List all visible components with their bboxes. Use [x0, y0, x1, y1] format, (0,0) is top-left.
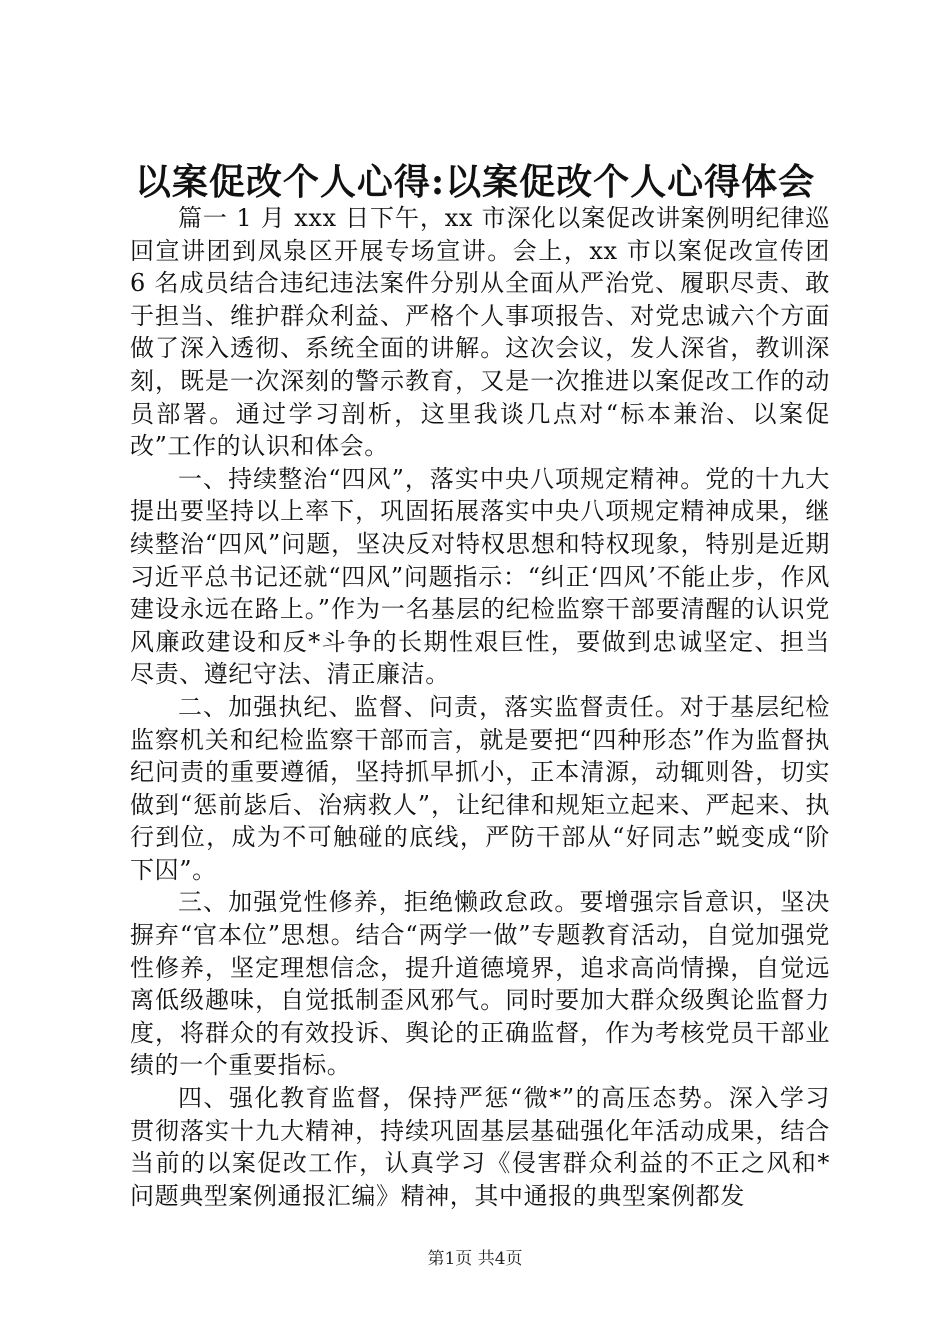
document-body	[130, 202, 830, 1212]
document-title: 以案促改个人心得:以案促改个人心得体会	[134, 161, 816, 203]
paragraph-point-1: 一、持续整治“四风”，落实中央八项规定精神。党的十九大提出要坚持以上率下，巩固拓展落实中央八项规定精神成果，继续整治“四风”问题，坚决反对特权思想和特权现象，特别是近期习近平总书记还就“四风”问题指示：“纠正‘四风’不能止步，作风建设永远在路上。”作为一名基层的纪检监察干部要清醒的认识党风廉政建设和反*斗争的长期性艰巨性，要做到忠诚坚定、担当尽责、遵纪守法、清正廉洁。	[130, 464, 830, 689]
paragraph-intro: 篇一 1 月 xxx 日下午，xx 市深化以案促改讲案例明纪律巡回宣讲团到凤泉区开展专场宣讲。会上，xx 市以案促改宣传团 6 名成员结合违纪违法案件分别从全面从严治党、履职尽责、敢于担当、维护群众利益、严格个人事项报告、对党忠诚六个方面做了深入透彻、系统全面的讲解。这次会议，发人深省，教训深刻，既是一次深刻的警示教育，又是一次推进以案促改工作的动员部署。通过学习剖析，这里我谈几点对“标本兼治、以案促改”工作的认识和体会。	[130, 204, 830, 461]
paragraph-point-2: 二、加强执纪、监督、问责，落实监督责任。对于基层纪检监察机关和纪检监察干部而言，就是要把“四种形态”作为监督执纪问责的重要遵循，坚持抓早抓小，正本清源，动辄则咎，切实做到“惩前毖后、治病救人”，让纪律和规矩立起来、严起来、执行到位，成为不可触碰的底线，严防干部从“好同志”蜕变成“阶下囚”。	[130, 692, 830, 884]
paragraph-point-4: 四、强化教育监督，保持严惩“微*”的高压态势。深入学习贯彻落实十九大精神，持续巩固基层基础强化年活动成果，结合当前的以案促改工作，认真学习《侵害群众利益的不正之风和*问题典型案例通报汇编》精神，其中通报的典型案例都发	[130, 1084, 830, 1210]
page-footer: 第1页 共4页	[427, 1249, 523, 1269]
paragraph-point-3: 三、加强党性修养，拒绝懒政怠政。要增强宗旨意识，坚决摒弃“官本位”思想。结合“两学一做”专题教育活动，自觉加强党性修养，坚定理想信念，提升道德境界，追求高尚情操，自觉远离低级趣味，自觉抵制歪风邪气。同时要加大群众级舆论监督力度，将群众的有效投诉、舆论的正确监督，作为考核党员干部业绩的一个重要指标。	[130, 888, 830, 1080]
